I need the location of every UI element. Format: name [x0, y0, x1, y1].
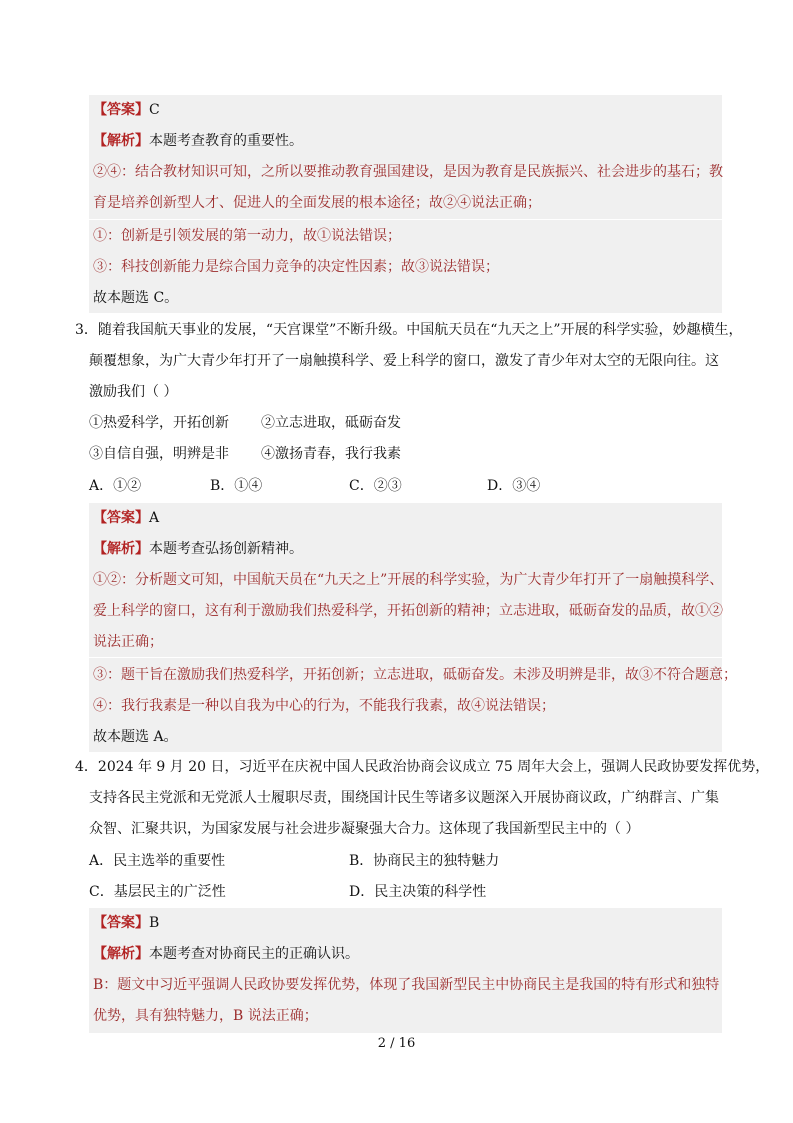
analysis-detail: ①：创新是引领发展的第一动力，故①说法错误；: [93, 228, 401, 244]
answer-block-3: [89, 908, 722, 1033]
answer-value: C: [149, 102, 160, 118]
option-a: A．①②: [89, 478, 142, 494]
answer-block-2: [89, 503, 737, 752]
question-3-item: ②立志进取，砥砺奋发: [261, 415, 401, 431]
conclusion-line: 故本题选 A。: [93, 729, 178, 745]
analysis-detail: 优势，具有独特魅力，B 说法正确；: [93, 1008, 318, 1024]
divider: [89, 219, 722, 220]
question-3-line: 激励我们（ ）: [89, 384, 178, 400]
option-c: C．②③: [349, 478, 402, 494]
page-number: 2 / 16: [377, 1036, 416, 1051]
question-3-item: ④激扬青春，我行我素: [261, 446, 401, 462]
option-b: B．①④: [210, 478, 263, 494]
analysis-text: 本题考查弘扬创新精神。: [149, 541, 303, 557]
analysis-detail: B：题文中习近平强调人民政协要发挥优势，体现了我国新型民主中协商民主是我国的特有形式和独特: [93, 977, 720, 993]
question-4-line: 众智、汇聚共识，为国家发展与社会进步凝聚强大合力。这体现了我国新型民主中的（ ）: [89, 821, 640, 837]
answer-line: [93, 503, 159, 534]
option-a: A．民主选举的重要性: [89, 853, 226, 869]
option-d: D．③④: [487, 478, 541, 494]
question-4-line: 4．2024 年 9 月 20 日，习近平在庆祝中国人民政治协商会议成立 75 周年大会上，强调人民政协要发挥优势，: [75, 759, 770, 775]
question-3-item: ③自信自强，明辨是非: [89, 446, 229, 462]
question-3-item: ①热爱科学，开拓创新: [89, 415, 229, 431]
analysis-line: [93, 534, 303, 565]
analysis-detail: 说法正确；: [93, 634, 163, 650]
conclusion-line: 故本题选 C。: [93, 290, 179, 306]
analysis-detail: ③：科技创新能力是综合国力竞争的决定性因素；故③说法错误；: [93, 259, 499, 275]
option-d: D．民主决策的科学性: [349, 884, 487, 900]
analysis-text: 本题考查对协商民主的正确认识。: [149, 946, 359, 962]
answer-block-1: [89, 95, 722, 313]
answer-tag: 【答案】: [93, 102, 149, 118]
option-c: C．基层民主的广泛性: [89, 884, 226, 900]
answer-line: [93, 908, 159, 939]
question-4-line: 支持各民主党派和无党派人士履职尽责，围绕国计民生等诸多议题深入开展协商议政，广纳群言、广集: [89, 790, 719, 806]
option-b: B．协商民主的独特魅力: [349, 853, 500, 869]
answer-tag: 【答案】: [93, 915, 149, 931]
question-3-line: 3．随着我国航天事业的发展，“天宫课堂”不断升级。中国航天员在“九天之上”开展的科学实验，妙趣横生，: [75, 322, 743, 338]
analysis-line: [93, 939, 359, 970]
question-3-line: 颠覆想象，为广大青少年打开了一扇触摸科学、爱上科学的窗口，激发了青少年对太空的无限向往。这: [89, 353, 719, 369]
answer-value: A: [149, 510, 160, 526]
analysis-detail: ①②：分析题文可知，中国航天员在“九天之上”开展的科学实验，为广大青少年打开了一扇触摸科学、: [93, 572, 724, 588]
analysis-detail: 爱上科学的窗口，这有利于激励我们热爱科学，开拓创新的精神；立志进取，砥砺奋发的品质，故①②: [93, 603, 723, 619]
analysis-text: 本题考查教育的重要性。: [149, 133, 303, 149]
divider: [89, 657, 722, 658]
analysis-tag: 【解析】: [93, 946, 149, 962]
answer-line: [93, 95, 160, 126]
analysis-tag: 【解析】: [93, 541, 149, 557]
analysis-detail: ③：题干旨在激励我们热爱科学，开拓创新；立志进取，砥砺奋发。未涉及明辨是非，故③不符合题意；: [93, 667, 737, 683]
analysis-detail: ④：我行我素是一种以自我为中心的行为，不能我行我素，故④说法错误；: [93, 698, 555, 714]
answer-value: B: [149, 915, 160, 931]
analysis-tag: 【解析】: [93, 133, 149, 149]
answer-tag: 【答案】: [93, 510, 149, 526]
analysis-detail: ②④：结合教材知识可知，之所以要推动教育强国建设，是因为教育是民族振兴、社会进步的基石；教: [93, 164, 723, 180]
analysis-line: [93, 126, 303, 157]
analysis-detail: 育是培养创新型人才、促进人的全面发展的根本途径；故②④说法正确；: [93, 195, 541, 211]
